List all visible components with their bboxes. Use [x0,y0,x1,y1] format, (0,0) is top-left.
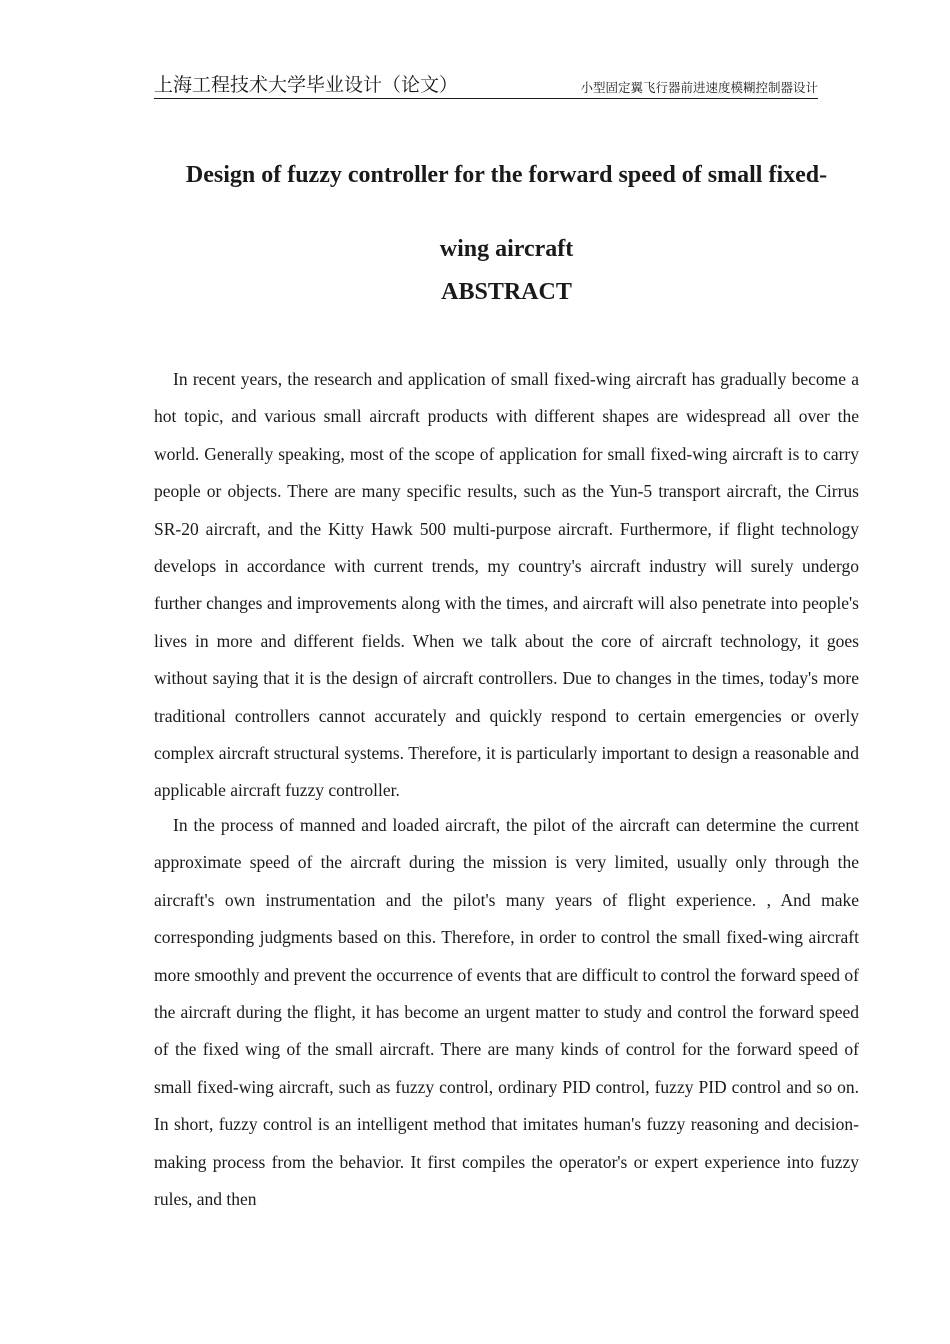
paper-title-line-1: Design of fuzzy controller for the forward speed of small fixed- [185,162,828,188]
running-header [154,70,818,99]
paper-title-line-2: wing aircraft [439,236,574,262]
thesis-topic-label: 小型固定翼飞行器前进速度模糊控制器设计 [580,80,818,95]
abstract-body [154,361,859,1218]
abstract-paragraph-1: In recent years, the research and application of small fixed-wing aircraft has gradually become a hot topic, and various small aircraft products with different shapes are widespread all over the world. Generally speaking, most of the scope of application for small fixed-wing aircraft is to carry people or objects. There are many specific results, such as the Yun-5 transport aircraft, the Cirrus SR-20 aircraft, and the Kitty Hawk 500 multi-purpose aircraft. Furthermore, if flight technology develops in accordance with current trends, my country's aircraft industry will surely undergo further changes and improvements along with the times, and aircraft will also penetrate into people's lives in more and different fields. When we talk about the core of aircraft technology, it goes without saying that it is the design of aircraft controllers. Due to changes in the times, today's more traditional controllers cannot accurately and quickly respond to certain emergencies or overly complex aircraft structural systems. Therefore, it is particularly important to design a reasonable and applicable aircraft fuzzy controller. [154,369,859,801]
university-thesis-label: 上海工程技术大学毕业设计（论文） [154,74,459,96]
abstract-paragraph-2: In the process of manned and loaded aircraft, the pilot of the aircraft can determine the current approximate speed of the aircraft during the mission is very limited, usually only through the aircraft's own instrumentation and the pilot's many years of flight experience. , And make corresponding judgments based on this. Therefore, in order to control the small fixed-wing aircraft more smoothly and prevent the occurrence of events that are difficult to control the forward speed of the aircraft during the flight, it has become an urgent matter to study and control the forward speed of the fixed wing of the small aircraft. There are many kinds of control for the forward speed of small fixed-wing aircraft, such as fuzzy control, ordinary PID control, fuzzy PID control and so on. In short, fuzzy control is an intelligent method that imitates human's fuzzy reasoning and decision-making process from the behavior. It first compiles the operator's or expert experience into fuzzy rules, and then [154,814,859,1209]
abstract-heading: ABSTRACT [441,279,572,305]
paper-title [154,138,859,286]
